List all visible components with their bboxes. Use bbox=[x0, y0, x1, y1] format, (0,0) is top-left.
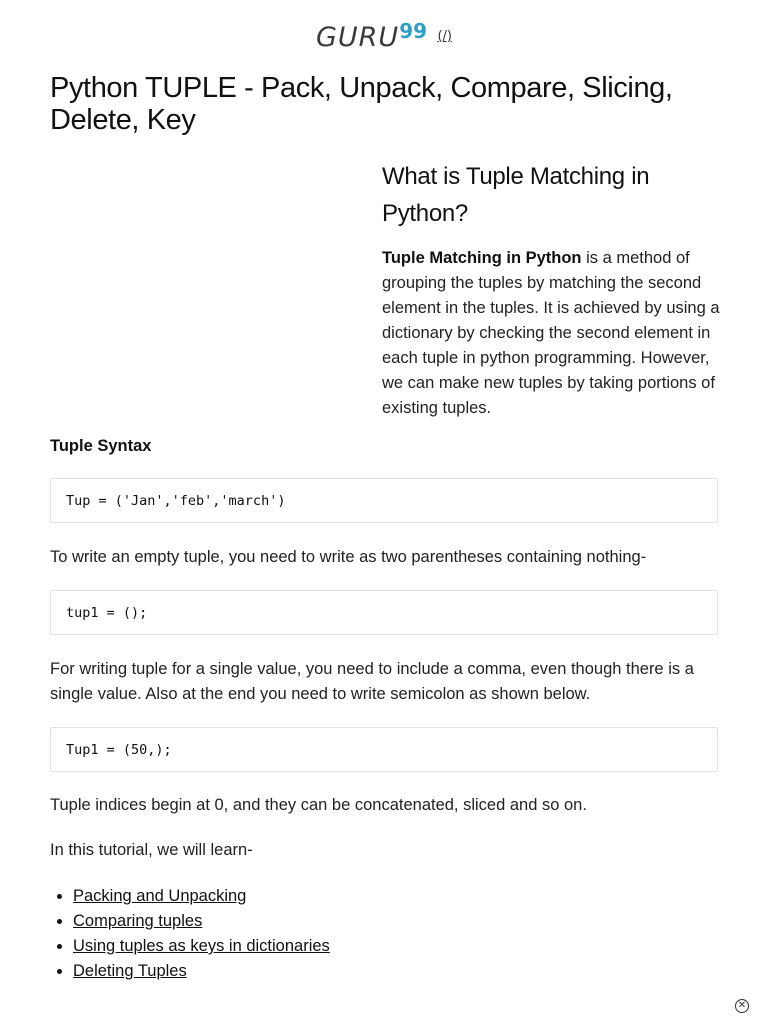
close-ad-icon[interactable]: ✕ bbox=[735, 999, 749, 1013]
site-header bbox=[0, 19, 768, 53]
code-block-syntax: Tup = ('Jan','feb','march') bbox=[50, 478, 718, 523]
toc-link-deleting[interactable]: Deleting Tuples bbox=[73, 962, 187, 980]
toc-item bbox=[73, 909, 718, 934]
toc-link-keys[interactable]: Using tuples as keys in dictionaries bbox=[73, 937, 330, 955]
syntax-heading: Tuple Syntax bbox=[50, 437, 152, 455]
home-link[interactable]: (/) bbox=[437, 29, 453, 44]
intro-paragraph bbox=[382, 246, 722, 421]
paragraph-single-value: For writing tuple for a single value, you need to include a comma, even though there is a single value. Also at the end you need to write semicolon as shown below. bbox=[50, 660, 694, 703]
ad-placeholder bbox=[50, 160, 350, 410]
article-body bbox=[50, 433, 718, 984]
site-logo[interactable] bbox=[315, 19, 428, 53]
page-title: Python TUPLE - Pack, Unpack, Compare, Slicing, Delete, Key bbox=[50, 72, 673, 136]
toc-item bbox=[73, 884, 718, 909]
toc-list bbox=[50, 884, 718, 984]
code-block-single-value: Tup1 = (50,); bbox=[50, 727, 718, 772]
logo-number: 99 bbox=[399, 19, 428, 43]
logo-text: GURU bbox=[315, 22, 400, 53]
toc-item bbox=[73, 959, 718, 984]
code-block-empty-tuple: tup1 = (); bbox=[50, 590, 718, 635]
paragraph-learn: In this tutorial, we will learn- bbox=[50, 841, 253, 859]
intro-section bbox=[382, 158, 722, 421]
intro-bold-term: Tuple Matching in Python bbox=[382, 249, 582, 267]
intro-text: is a method of grouping the tuples by matching the second element in the tuples. It is achieved by using a dictionary by checking the second element in each tuple in python programming. However, we can make new tuples by taking portions of existing tuples. bbox=[382, 249, 720, 417]
paragraph-empty-tuple: To write an empty tuple, you need to write as two parentheses containing nothing- bbox=[50, 548, 647, 566]
toc-item bbox=[73, 934, 718, 959]
paragraph-indices: Tuple indices begin at 0, and they can be concatenated, sliced and so on. bbox=[50, 796, 587, 814]
section-heading: What is Tuple Matching in Python? bbox=[382, 163, 650, 227]
toc-link-packing[interactable]: Packing and Unpacking bbox=[73, 887, 247, 905]
toc-link-comparing[interactable]: Comparing tuples bbox=[73, 912, 203, 930]
